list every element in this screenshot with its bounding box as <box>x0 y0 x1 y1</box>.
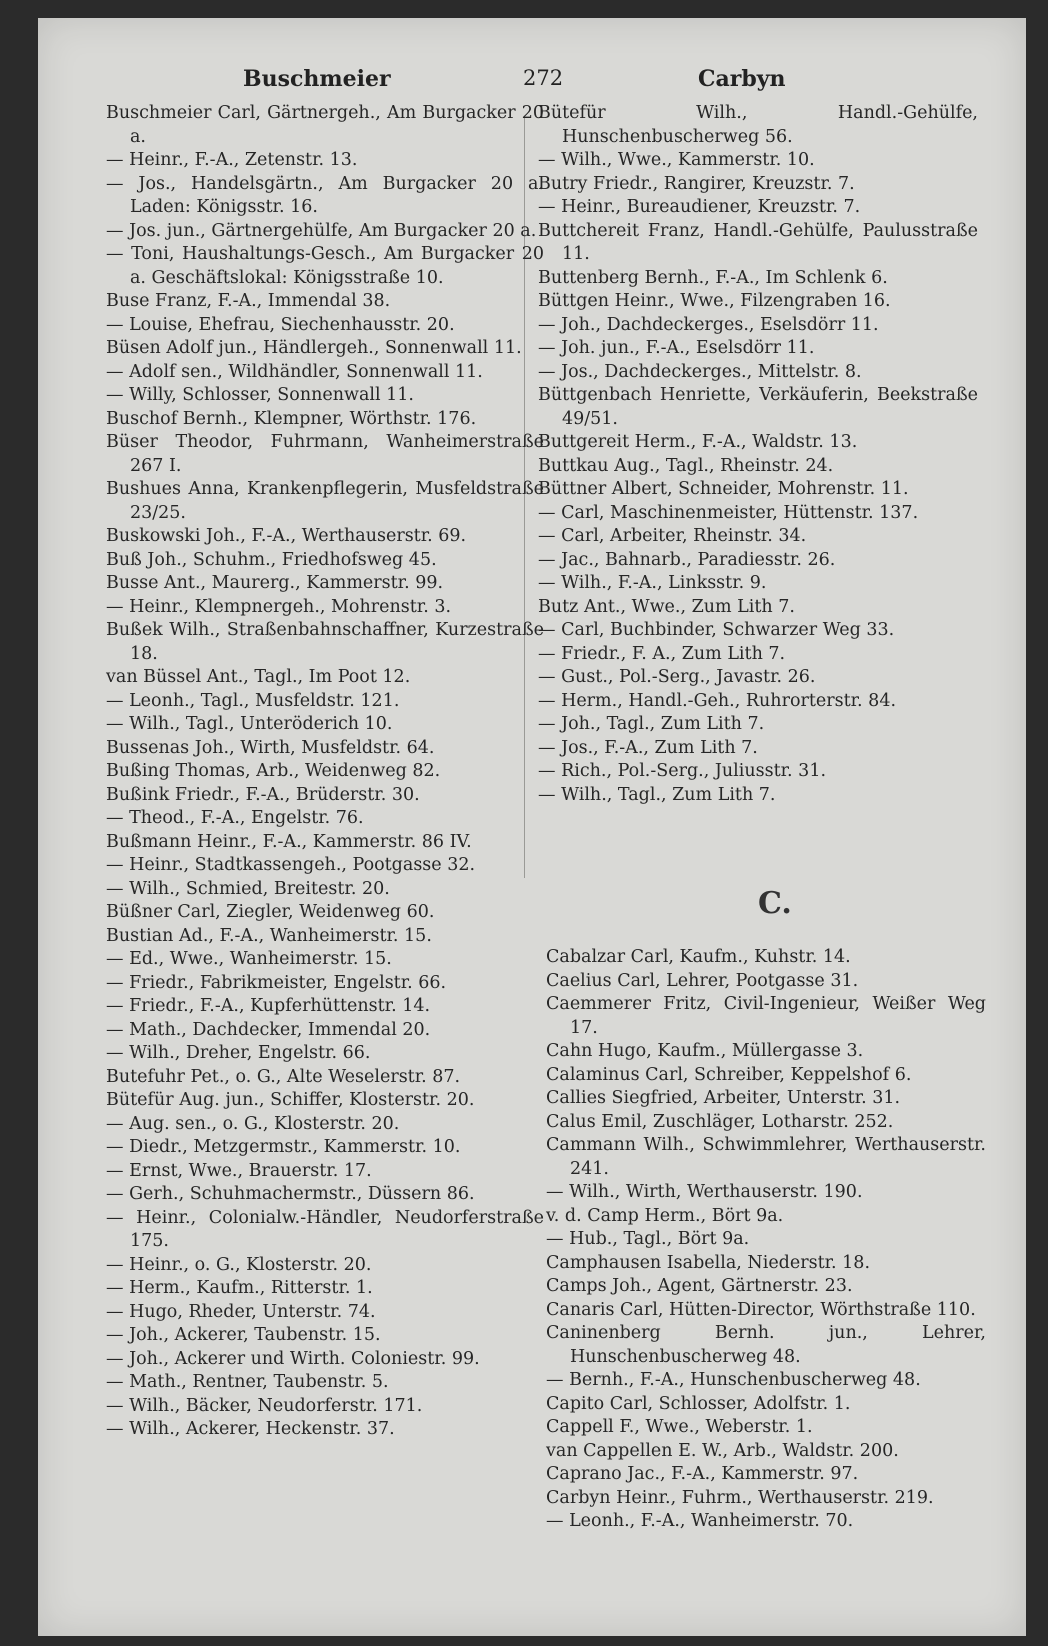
directory-entry: Callies Siegfried, Arbeiter, Unterstr. 31. <box>546 1088 901 1108</box>
right-column <box>538 102 978 807</box>
directory-entry: — Ed., Wwe., Wanheimerstr. 15. <box>106 949 392 969</box>
directory-entry: Cahn Hugo, Kaufm., Müllergasse 3. <box>546 1041 864 1061</box>
directory-entry: — Diedr., Metzgermstr., Kammerstr. 10. <box>106 1137 461 1157</box>
directory-entry: — Friedr., F. A., Zum Lith 7. <box>538 643 786 664</box>
directory-entry: Bütefür Wilh., Handl.-Gehülfe, Hunschenbuscherweg 56. <box>538 103 978 147</box>
directory-entry: — Wilh., Wirth, Werthauserstr. 190. <box>546 1182 863 1202</box>
directory-entry: — Hugo, Rheder, Unterstr. 74. <box>106 1301 376 1322</box>
directory-entry: Cammann Wilh., Schwimmlehrer, Werthauserstr. 241. <box>546 1135 986 1179</box>
directory-entry: — Heinr., F.-A., Zetenstr. 13. <box>106 150 358 170</box>
directory-entry: — Jos., Handelsgärtn., Am Burgacker 20 a. Laden: Königsstr. 16. <box>106 173 544 217</box>
directory-entry: Butz Ant., Wwe., Zum Lith 7. <box>538 596 795 617</box>
directory-entry: Butry Friedr., Rangirer, Kreuzstr. 7. <box>538 173 855 194</box>
directory-entry: — Jos., F.-A., Zum Lith 7. <box>538 737 758 758</box>
directory-entry: Calaminus Carl, Schreiber, Keppelshof 6. <box>546 1064 912 1085</box>
directory-entry: Bußing Thomas, Arb., Weidenweg 82. <box>106 761 441 781</box>
directory-entry: — Wilh., Schmied, Breitestr. 20. <box>106 878 390 899</box>
directory-entry: — Math., Dachdecker, Immendal 20. <box>106 1019 431 1040</box>
directory-entry: — Willy, Schlosser, Sonnenwall 11. <box>106 385 414 405</box>
directory-entry: — Aug. sen., o. G., Klosterstr. 20. <box>106 1113 400 1134</box>
directory-entry: — Heinr., Colonialw.-Händler, Neudorferstraße 175. <box>106 1207 544 1251</box>
directory-entry: Caprano Jac., F.-A., Kammerstr. 97. <box>546 1464 859 1484</box>
directory-entry: — Bernh., F.-A., Hunschenbuscherweg 48. <box>546 1370 921 1390</box>
directory-entry: Büsen Adolf jun., Händlergeh., Sonnenwall 11. <box>106 338 522 358</box>
directory-entry: Buschof Bernh., Klempner, Wörthstr. 176. <box>106 408 477 429</box>
directory-entry: Cappell F., Wwe., Weberstr. 1. <box>546 1417 813 1437</box>
directory-entry: Calus Emil, Zuschläger, Lotharstr. 252. <box>546 1111 894 1132</box>
directory-entry: Caelius Carl, Lehrer, Pootgasse 31. <box>546 970 859 991</box>
directory-entry: — Carl, Buchbinder, Schwarzer Weg 33. <box>538 620 895 640</box>
directory-entry: — Math., Rentner, Taubenstr. 5. <box>106 1372 389 1392</box>
directory-entry: — Toni, Haushaltungs-Gesch., Am Burgacker 20 a. Geschäftslokal: Königsstraße 10. <box>106 244 544 288</box>
directory-entry: Bußek Wilh., Straßenbahnschaffner, Kurzestraße 18. <box>106 620 544 664</box>
directory-entry: — Rich., Pol.-Serg., Juliusstr. 31. <box>538 761 827 781</box>
directory-entry: Caninenberg Bernh. jun., Lehrer, Hunschenbuscherweg 48. <box>546 1323 986 1367</box>
directory-entry: — Louise, Ehefrau, Siechenhausstr. 20. <box>106 314 455 335</box>
directory-entry: v. d. Camp Herm., Bört 9a. <box>546 1205 784 1226</box>
directory-entry: — Wilh., Bäcker, Neudorferstr. 171. <box>106 1395 423 1416</box>
directory-entry: — Gust., Pol.-Serg., Javastr. 26. <box>538 667 816 687</box>
directory-entry: — Carl, Maschinenmeister, Hüttenstr. 137. <box>538 502 919 523</box>
directory-entry: — Joh., Ackerer, Taubenstr. 15. <box>106 1325 381 1345</box>
directory-entry: — Jac., Bahnarb., Paradiesstr. 26. <box>538 549 836 570</box>
directory-entry: Camphausen Isabella, Niederstr. 18. <box>546 1252 871 1273</box>
directory-entry: — Wilh., F.-A., Linksstr. 9. <box>538 573 767 593</box>
directory-entry: — Wilh., Dreher, Engelstr. 66. <box>106 1043 371 1063</box>
directory-entry: — Hub., Tagl., Bört 9a. <box>546 1229 750 1249</box>
directory-entry: Cabalzar Carl, Kaufm., Kuhstr. 14. <box>546 947 851 967</box>
directory-entry: — Adolf sen., Wildhändler, Sonnenwall 11. <box>106 361 483 382</box>
directory-entry: Bütefür Aug. jun., Schiffer, Klosterstr. 20. <box>106 1090 475 1110</box>
directory-entry: Büttgen Heinr., Wwe., Filzengraben 16. <box>538 291 891 311</box>
directory-entry: — Wilh., Tagl., Zum Lith 7. <box>538 784 776 805</box>
directory-entry: Buttkau Aug., Tagl., Rheinstr. 24. <box>538 455 834 476</box>
directory-entry: Caemmerer Fritz, Civil-Ingenieur, Weißer Weg 17. <box>546 994 986 1038</box>
directory-entry: Büttgenbach Henriette, Verkäuferin, Beekstraße 49/51. <box>538 385 978 429</box>
directory-entry: Büßner Carl, Ziegler, Weidenweg 60. <box>106 902 435 922</box>
running-head-left: Buschmeier <box>243 66 391 92</box>
directory-entry: — Gerh., Schuhmachermstr., Düssern 86. <box>106 1184 475 1204</box>
directory-entry: Carbyn Heinr., Fuhrm., Werthauserstr. 219. <box>546 1487 934 1508</box>
directory-entry: Camps Joh., Agent, Gärtnerstr. 23. <box>546 1276 853 1296</box>
directory-entry: Buß Joh., Schuhm., Friedhofsweg 45. <box>106 549 437 570</box>
directory-entry: Büser Theodor, Fuhrmann, Wanheimerstraße 267 I. <box>106 432 544 476</box>
page-number: 272 <box>523 66 564 90</box>
directory-entry: — Wilh., Ackerer, Heckenstr. 37. <box>106 1419 395 1439</box>
directory-entry: van Büssel Ant., Tagl., Im Poot 12. <box>106 667 411 687</box>
right-column-c-section <box>546 946 986 1534</box>
directory-entry: — Heinr., Bureaudiener, Kreuzstr. 7. <box>538 197 861 217</box>
directory-entry: van Cappellen E. W., Arb., Waldstr. 200. <box>546 1440 899 1461</box>
directory-entry: Buttchereit Franz, Handl.-Gehülfe, Paulusstraße 11. <box>538 220 978 264</box>
directory-entry: — Friedr., Fabrikmeister, Engelstr. 66. <box>106 972 447 993</box>
directory-entry: — Joh., Ackerer und Wirth. Coloniestr. 99. <box>106 1348 480 1369</box>
directory-entry: — Wilh., Tagl., Unteröderich 10. <box>106 714 393 734</box>
directory-entry: — Theod., F.-A., Engelstr. 76. <box>106 808 364 828</box>
directory-entry: — Friedr., F.-A., Kupferhüttenstr. 14. <box>106 996 431 1016</box>
directory-entry: Bustian Ad., F.-A., Wanheimerstr. 15. <box>106 925 432 946</box>
directory-entry: Canaris Carl, Hütten-Director, Wörthstraße 110. <box>546 1299 976 1320</box>
directory-entry: Capito Carl, Schlosser, Adolfstr. 1. <box>546 1393 851 1414</box>
directory-entry: Büttner Albert, Schneider, Mohrenstr. 11. <box>538 479 909 499</box>
directory-entry: — Joh., Dachdeckerges., Eselsdörr 11. <box>538 314 879 335</box>
directory-entry: — Heinr., Klempnergeh., Mohrenstr. 3. <box>106 596 452 617</box>
directory-entry: Bussenas Joh., Wirth, Musfeldstr. 64. <box>106 737 435 758</box>
directory-entry: — Herm., Kaufm., Ritterstr. 1. <box>106 1278 373 1298</box>
directory-entry: Bushues Anna, Krankenpflegerin, Musfeldstraße 23/25. <box>106 479 544 523</box>
directory-entry: Bußmann Heinr., F.-A., Kammerstr. 86 IV. <box>106 831 472 852</box>
directory-entry: Buttenberg Bernh., F.-A., Im Schlenk 6. <box>538 267 888 288</box>
directory-entry: — Joh., Tagl., Zum Lith 7. <box>538 714 765 734</box>
directory-entry: — Leonh., Tagl., Musfeldstr. 121. <box>106 690 400 711</box>
directory-entry: — Heinr., o. G., Klosterstr. 20. <box>106 1254 372 1275</box>
directory-entry: — Jos. jun., Gärtnergehülfe, Am Burgacker 20 a. <box>106 220 537 241</box>
directory-entry: — Jos., Dachdeckerges., Mittelstr. 8. <box>538 361 862 382</box>
directory-entry: Bußink Friedr., F.-A., Brüderstr. 30. <box>106 784 420 805</box>
directory-entry: — Ernst, Wwe., Brauerstr. 17. <box>106 1160 372 1181</box>
directory-entry: Buse Franz, F.-A., Immendal 38. <box>106 291 391 311</box>
directory-entry: — Carl, Arbeiter, Rheinstr. 34. <box>538 526 807 546</box>
directory-entry: — Wilh., Wwe., Kammerstr. 10. <box>538 150 815 170</box>
directory-entry: — Heinr., Stadtkassengeh., Pootgasse 32. <box>106 855 476 875</box>
directory-entry: Buskowski Joh., F.-A., Werthauserstr. 69. <box>106 526 467 546</box>
directory-entry: — Leonh., F.-A., Wanheimerstr. 70. <box>546 1511 854 1531</box>
directory-entry: — Herm., Handl.-Geh., Ruhrorterstr. 84. <box>538 690 897 711</box>
directory-entry: Busse Ant., Maurerg., Kammerstr. 99. <box>106 573 444 593</box>
directory-entry: — Joh. jun., F.-A., Eselsdörr 11. <box>538 338 815 358</box>
directory-entry: Butefuhr Pet., o. G., Alte Weselerstr. 87. <box>106 1066 461 1087</box>
section-letter: C. <box>758 886 792 921</box>
directory-entry: Buschmeier Carl, Gärtnergeh., Am Burgacker 20 a. <box>106 103 544 147</box>
running-head-right: Carbyn <box>698 66 786 92</box>
directory-page <box>38 18 1026 1636</box>
left-column <box>106 102 544 1442</box>
directory-entry: Buttgereit Herm., F.-A., Waldstr. 13. <box>538 432 858 452</box>
